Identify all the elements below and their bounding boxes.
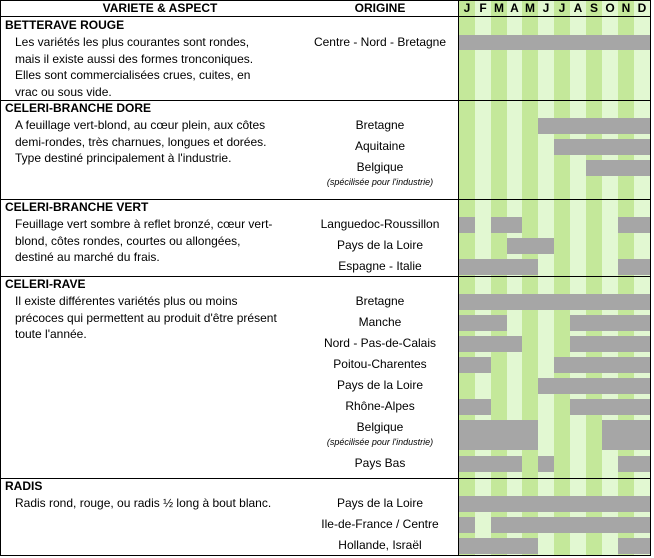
availability-bar xyxy=(586,336,602,352)
group-rule xyxy=(0,555,651,556)
top-border xyxy=(0,0,651,1)
header-variety: VARIETE & ASPECT xyxy=(102,1,218,15)
month-stripe xyxy=(570,17,586,555)
availability-bar xyxy=(618,217,634,233)
availability-bar xyxy=(459,315,475,331)
origin-label: Centre - Nord - Bretagne xyxy=(313,35,447,49)
availability-bar xyxy=(618,315,634,331)
availability-bar xyxy=(459,217,475,233)
availability-bar xyxy=(554,517,570,533)
availability-bar xyxy=(459,420,475,450)
availability-bar xyxy=(475,35,491,50)
availability-bar xyxy=(507,420,522,450)
availability-bar xyxy=(602,294,618,310)
availability-bar xyxy=(491,35,507,50)
origin-label: Nord - Pas-de-Calais xyxy=(323,336,437,350)
availability-bar xyxy=(634,538,650,554)
availability-bar xyxy=(634,399,650,415)
availability-bar xyxy=(459,35,475,50)
availability-bar xyxy=(475,357,491,373)
availability-bar xyxy=(554,496,570,512)
availability-bar xyxy=(634,35,650,50)
availability-bar xyxy=(475,456,491,472)
availability-bar xyxy=(602,357,618,373)
origin-label: Pays de la Loire xyxy=(336,238,424,252)
availability-bar xyxy=(507,217,522,233)
month-header: J xyxy=(554,0,570,16)
availability-bar xyxy=(586,160,602,176)
month-header: O xyxy=(602,0,618,16)
month-stripe xyxy=(538,17,554,555)
availability-bar xyxy=(586,399,602,415)
availability-bar xyxy=(618,118,634,134)
availability-bar xyxy=(491,420,507,450)
availability-bar xyxy=(522,294,538,310)
month-stripe xyxy=(459,17,475,555)
month-header: A xyxy=(507,0,522,16)
availability-bar xyxy=(602,160,618,176)
availability-bar xyxy=(507,496,522,512)
availability-bar xyxy=(475,315,491,331)
availability-bar xyxy=(507,336,522,352)
availability-bar xyxy=(602,336,618,352)
month-stripe xyxy=(618,17,634,555)
availability-bar xyxy=(570,315,586,331)
variety-description: Radis rond, rouge, ou radis ½ long à bout blanc. xyxy=(15,496,272,510)
month-stripe xyxy=(507,17,522,555)
left-border xyxy=(0,0,1,556)
availability-bar xyxy=(586,517,602,533)
availability-bar xyxy=(586,35,602,50)
availability-bar xyxy=(475,538,491,554)
availability-bar xyxy=(554,139,570,155)
availability-bar xyxy=(618,420,634,450)
availability-bar xyxy=(634,294,650,310)
variety-name: CELERI-BRANCHE VERT xyxy=(5,200,149,214)
availability-bar xyxy=(634,378,650,394)
availability-bar xyxy=(538,456,554,472)
availability-bar xyxy=(570,517,586,533)
availability-bar xyxy=(618,399,634,415)
availability-bar xyxy=(634,420,650,450)
availability-bar xyxy=(538,294,554,310)
variety-description: Les variétés les plus courantes sont rondes, mais il existe aussi des formes tronconiques. Elles sont commercialisées crues, cuites, en vrac ou sous vide. xyxy=(15,35,254,99)
availability-bar xyxy=(538,238,554,254)
month-stripe xyxy=(522,17,538,555)
availability-bar xyxy=(570,496,586,512)
availability-bar xyxy=(570,35,586,50)
availability-bar xyxy=(507,456,522,472)
availability-bar xyxy=(522,259,538,275)
availability-bar xyxy=(618,517,634,533)
variety-description: Il existe différentes variétés plus ou moins précoces qui permettent au produit d'être présent toute l'année. xyxy=(15,294,277,341)
availability-bar xyxy=(459,456,475,472)
availability-bar xyxy=(475,259,491,275)
origin-label: Belgique xyxy=(356,160,404,174)
availability-bar xyxy=(459,517,475,533)
availability-bar xyxy=(602,496,618,512)
variety-description: Feuillage vert sombre à reflet bronzé, cœur vert- blond, côtes rondes, courtes ou allongées, destiné au marché du frais. xyxy=(15,217,273,264)
grid-left-border xyxy=(458,0,459,556)
origin-label: Hollande, Israël xyxy=(338,538,422,552)
group-rule xyxy=(0,100,651,101)
availability-bar xyxy=(586,139,602,155)
header-rule xyxy=(0,16,651,17)
month-header: D xyxy=(634,0,650,16)
variety-description: A feuillage vert-blond, au cœur plein, aux côtes demi-rondes, très charnues, longues et dorées. Type destiné principalement à l'industrie. xyxy=(15,118,267,165)
month-header: M xyxy=(491,0,507,16)
availability-bar xyxy=(507,538,522,554)
availability-bar xyxy=(522,238,538,254)
availability-bar xyxy=(491,538,507,554)
availability-bar xyxy=(570,118,586,134)
origin-label: Ile-de-France / Centre xyxy=(321,517,439,531)
availability-bar xyxy=(634,456,650,472)
availability-bar xyxy=(538,517,554,533)
availability-bar xyxy=(570,399,586,415)
month-header: J xyxy=(459,0,475,16)
month-stripe xyxy=(554,17,570,555)
variety-name: RADIS xyxy=(5,479,43,493)
availability-bar xyxy=(602,378,618,394)
availability-bar xyxy=(459,259,475,275)
month-stripe xyxy=(602,17,618,555)
availability-bar xyxy=(475,399,491,415)
month-header: S xyxy=(586,0,602,16)
origin-label: Belgique xyxy=(356,420,404,434)
availability-bar xyxy=(459,538,475,554)
availability-bar xyxy=(602,139,618,155)
availability-bar xyxy=(634,118,650,134)
origin-label: Pays Bas xyxy=(354,456,406,470)
availability-bar xyxy=(522,517,538,533)
availability-bar xyxy=(570,139,586,155)
availability-bar xyxy=(522,496,538,512)
availability-bar xyxy=(522,420,538,450)
origin-note: (spécilisée pour l'industrie) xyxy=(326,177,434,187)
month-header: A xyxy=(570,0,586,16)
variety-name: BETTERAVE ROUGE xyxy=(5,18,125,32)
month-header: F xyxy=(475,0,491,16)
availability-bar xyxy=(634,357,650,373)
origin-label: Manche xyxy=(358,315,402,329)
group-rule xyxy=(0,276,651,277)
availability-bar xyxy=(507,35,522,50)
availability-bar xyxy=(475,294,491,310)
origin-label: Espagne - Italie xyxy=(338,259,422,273)
availability-bar xyxy=(634,139,650,155)
month-header: M xyxy=(522,0,538,16)
origin-label: Bretagne xyxy=(355,118,405,132)
availability-bar xyxy=(618,35,634,50)
availability-bar xyxy=(602,517,618,533)
availability-bar xyxy=(459,357,475,373)
availability-bar xyxy=(522,35,538,50)
availability-bar xyxy=(618,160,634,176)
availability-bar xyxy=(602,118,618,134)
availability-bar xyxy=(554,35,570,50)
variety-name: CELERI-BRANCHE DORE xyxy=(5,101,152,115)
month-header: N xyxy=(618,0,634,16)
availability-bar xyxy=(491,517,507,533)
availability-bar xyxy=(554,118,570,134)
availability-bar xyxy=(602,399,618,415)
availability-bar xyxy=(618,139,634,155)
availability-bar xyxy=(570,336,586,352)
availability-bar xyxy=(491,294,507,310)
availability-bar xyxy=(618,378,634,394)
availability-bar xyxy=(634,517,650,533)
availability-bar xyxy=(570,378,586,394)
availability-bar xyxy=(507,259,522,275)
availability-bar xyxy=(507,238,522,254)
availability-bar xyxy=(602,35,618,50)
availability-bar xyxy=(475,496,491,512)
origin-label: Aquitaine xyxy=(354,139,406,153)
availability-bar xyxy=(634,160,650,176)
variety-name: CELERI-RAVE xyxy=(5,277,86,291)
header-origin: ORIGINE xyxy=(354,1,406,15)
availability-bar xyxy=(507,517,522,533)
availability-bar xyxy=(570,294,586,310)
availability-bar xyxy=(538,378,554,394)
availability-bar xyxy=(554,357,570,373)
availability-bar xyxy=(602,315,618,331)
availability-bar xyxy=(491,456,507,472)
origin-label: Languedoc-Roussillon xyxy=(320,217,440,231)
availability-bar xyxy=(618,538,634,554)
group-rule xyxy=(0,199,651,200)
availability-bar xyxy=(538,35,554,50)
availability-bar xyxy=(618,496,634,512)
availability-bar xyxy=(507,294,522,310)
availability-bar xyxy=(554,294,570,310)
origin-note: (spécilisée pour l'industrie) xyxy=(326,437,434,447)
availability-bar xyxy=(602,420,618,450)
origin-label: Pays de la Loire xyxy=(336,378,424,392)
month-stripe xyxy=(634,17,650,555)
availability-bar xyxy=(538,496,554,512)
availability-bar xyxy=(459,399,475,415)
availability-bar xyxy=(618,294,634,310)
origin-label: Rhône-Alpes xyxy=(345,399,415,413)
availability-bar xyxy=(491,336,507,352)
availability-bar xyxy=(586,294,602,310)
right-border xyxy=(650,0,651,556)
availability-bar xyxy=(570,357,586,373)
availability-bar xyxy=(618,357,634,373)
availability-bar xyxy=(459,336,475,352)
month-stripe xyxy=(475,17,491,555)
availability-bar xyxy=(618,336,634,352)
availability-bar xyxy=(475,420,491,450)
availability-bar xyxy=(634,259,650,275)
origin-label: Poitou-Charentes xyxy=(333,357,427,371)
availability-bar xyxy=(618,259,634,275)
month-header: J xyxy=(538,0,554,16)
availability-bar xyxy=(491,217,507,233)
origin-label: Bretagne xyxy=(355,294,405,308)
availability-bar xyxy=(586,378,602,394)
month-stripe xyxy=(586,17,602,555)
availability-bar xyxy=(634,496,650,512)
group-rule xyxy=(0,478,651,479)
availability-bar xyxy=(634,336,650,352)
month-stripe xyxy=(491,17,507,555)
origin-label: Pays de la Loire xyxy=(336,496,424,510)
availability-bar xyxy=(459,496,475,512)
availability-bar xyxy=(634,315,650,331)
availability-bar xyxy=(475,336,491,352)
availability-bar xyxy=(586,357,602,373)
availability-bar xyxy=(586,315,602,331)
availability-bar xyxy=(491,259,507,275)
availability-bar xyxy=(491,315,507,331)
availability-bar xyxy=(554,378,570,394)
availability-bar xyxy=(491,496,507,512)
availability-bar xyxy=(634,217,650,233)
availability-bar xyxy=(618,456,634,472)
availability-bar xyxy=(586,496,602,512)
availability-bar xyxy=(586,118,602,134)
availability-bar xyxy=(538,118,554,134)
availability-bar xyxy=(459,294,475,310)
availability-bar xyxy=(522,538,538,554)
